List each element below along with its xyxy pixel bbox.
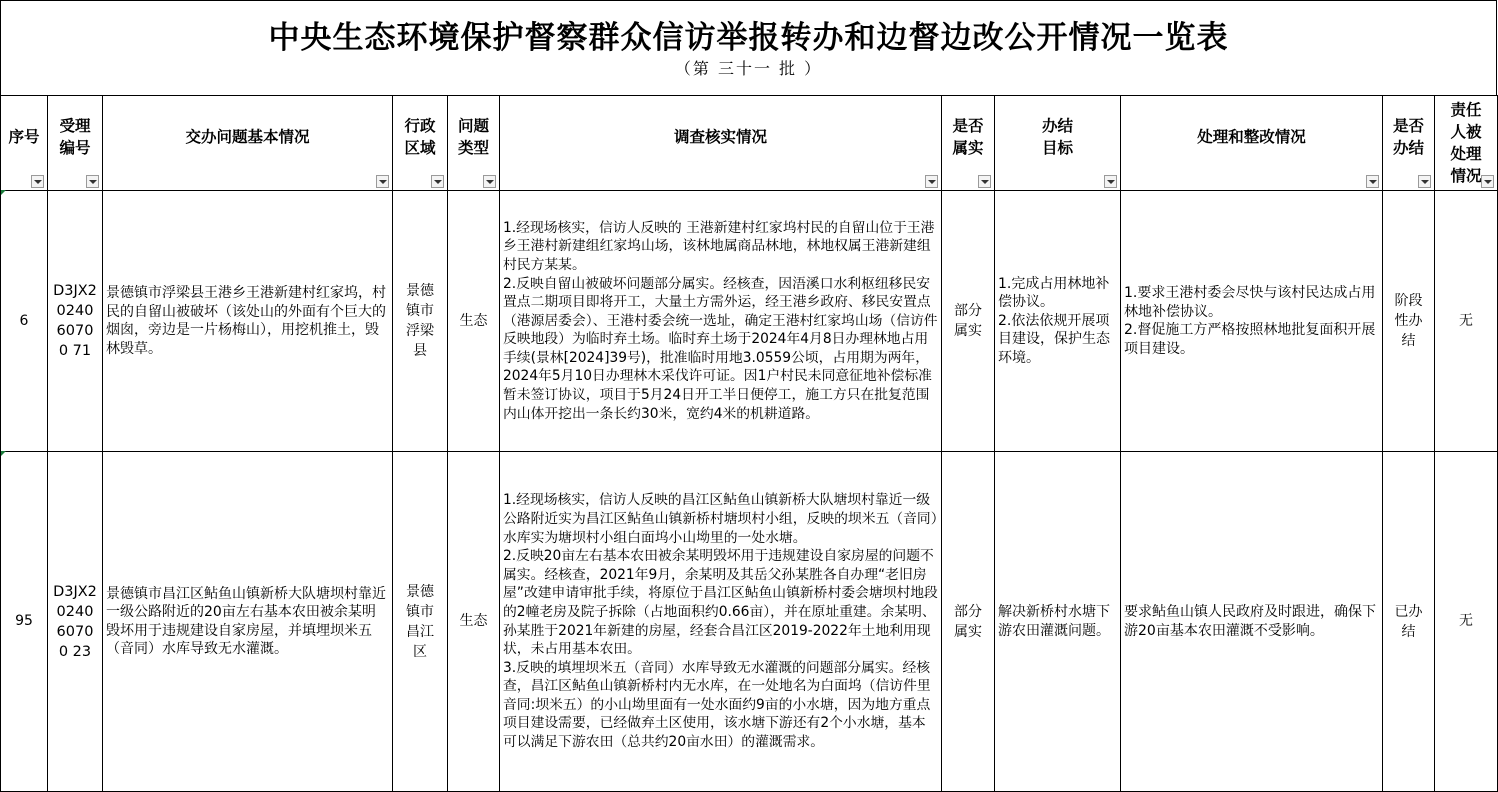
cell-region[interactable]: 景德镇市浮梁县 — [393, 191, 448, 452]
cell-accountability[interactable]: 无 — [1435, 452, 1498, 792]
cell-verified[interactable]: 部分属实 — [942, 191, 995, 452]
cell-target[interactable]: 解决新桥村水塘下游农田灌溉问题。 — [995, 452, 1121, 792]
table-row — [1, 452, 1498, 792]
cell-type[interactable]: 生态 — [448, 191, 500, 452]
header-closed: 是否办结 — [1383, 96, 1435, 191]
filter-dropdown-icon[interactable] — [376, 175, 389, 188]
cell-corner-marker — [1, 451, 6, 456]
cell-accountability[interactable]: 无 — [1435, 191, 1498, 452]
header-code: 受理编号 — [48, 96, 103, 191]
cell-target[interactable]: 1.完成占用林地补偿协议。 2.依法依规开展项目建设，保护生态环境。 — [995, 191, 1121, 452]
cell-investigation[interactable]: 1.经现场核实，信访人反映的 王港新建村红家坞村民的自留山位于王港乡王港村新建组红家坞山场，该林地属商品林地，林地权属王港新建组村民方某某。 2.反映自留山被破坏问题部分属实。经核查，因浯溪口水利枢纽移民安置点二期项目即将开工，大量土方需外运，经王港乡政府、移民安置点（港源居委会）、王港村委会统一选址，确定王港村红家坞山场（信访件反映地段）为临时弃土场。临时弃土场于2024年4月8日办理林地占用手续(景林[2024]39号)，批准临时用地3.0559公顷，占用期为两年，2024年5月10日办理林木采伐许可证。因1户村民未同意征地补偿标准暂未签订协议，项目于5月24日开工半日便停工，施工方只在批复范围内山体开挖出一条长约30米，宽约4米的机耕道路。 — [500, 191, 942, 452]
filter-dropdown-icon[interactable] — [925, 175, 938, 188]
header-row — [1, 96, 1498, 191]
page-title: 中央生态环境保护督察群众信访举报转办和边督边改公开情况一览表 — [268, 20, 1229, 56]
cell-seq[interactable]: 95 — [1, 452, 48, 792]
header-investigation: 调查核实情况 — [500, 96, 942, 191]
filter-dropdown-icon[interactable] — [1366, 175, 1379, 188]
data-table — [0, 95, 1498, 792]
cell-handling[interactable]: 1.要求王港村委会尽快与该村民达成占用林地补偿协议。 2.督促施工方严格按照林地批复面积开展项目建设。 — [1121, 191, 1383, 452]
header-accountability: 责任人被处理情况 — [1435, 96, 1498, 191]
cell-seq[interactable]: 6 — [1, 191, 48, 452]
cell-verified[interactable]: 部分属实 — [942, 452, 995, 792]
header-target: 办结目标 — [995, 96, 1121, 191]
cell-closed[interactable]: 阶段性办结 — [1383, 191, 1435, 452]
filter-dropdown-icon[interactable] — [1104, 175, 1117, 188]
table-row — [1, 191, 1498, 452]
page-subtitle: （第 三十一 批 ） — [674, 59, 823, 78]
header-type: 问题类型 — [448, 96, 500, 191]
cell-type[interactable]: 生态 — [448, 452, 500, 792]
header-issue: 交办问题基本情况 — [103, 96, 393, 191]
cell-corner-marker — [1, 190, 6, 195]
filter-dropdown-icon[interactable] — [978, 175, 991, 188]
cell-closed[interactable]: 已办结 — [1383, 452, 1435, 792]
filter-dropdown-icon[interactable] — [31, 175, 44, 188]
header-region: 行政区域 — [393, 96, 448, 191]
filter-dropdown-icon[interactable] — [86, 175, 99, 188]
header-seq: 序号 — [1, 96, 48, 191]
cell-handling[interactable]: 要求鲇鱼山镇人民政府及时跟进，确保下游20亩基本农田灌溉不受影响。 — [1121, 452, 1383, 792]
cell-issue[interactable]: 景德镇市昌江区鲇鱼山镇新桥大队塘坝村靠近一级公路附近的20亩左右基本农田被余某明毁坏用于违规建设自家房屋，并填埋坝米五（音同）水库导致无水灌溉。 — [103, 452, 393, 792]
cell-region[interactable]: 景德镇市昌江区 — [393, 452, 448, 792]
header-verified: 是否属实 — [942, 96, 995, 191]
filter-dropdown-icon[interactable] — [431, 175, 444, 188]
filter-dropdown-icon[interactable] — [1418, 175, 1431, 188]
filter-dropdown-icon[interactable] — [1481, 175, 1494, 188]
header-handling: 处理和整改情况 — [1121, 96, 1383, 191]
cell-issue[interactable]: 景德镇市浮梁县王港乡王港新建村红家坞，村民的自留山被破坏（该处山的外面有个巨大的烟囱，旁边是一片杨梅山），用挖机推土，毁林毁草。 — [103, 191, 393, 452]
filter-dropdown-icon[interactable] — [483, 175, 496, 188]
cell-code[interactable]: D3JX2024060700 71 — [48, 191, 103, 452]
cell-investigation[interactable]: 1.经现场核实，信访人反映的昌江区鲇鱼山镇新桥大队塘坝村靠近一级公路附近实为昌江区鲇鱼山镇新桥村塘坝村小组，反映的坝米五（音同）水库实为塘坝村小组白面坞小山坳里的一处水塘。 2.反映20亩左右基本农田被余某明毁坏用于违规建设自家房屋的问题不属实。经核查，2021年9月，余某明及其岳父孙某胜各自办理“老旧房屋”改建申请审批手续，将原位于昌江区鲇鱼山镇新桥村委会塘坝村地段的2幢老房及院子拆除（占地面积约0.66亩），并在原址重建。余某明、孙某胜于2021年新建的房屋，经套合昌江区2019-2022年土地利用现状，未占用基本农田。 3.反映的填埋坝米五（音同）水库导致无水灌溉的问题部分属实。经核查，昌江区鲇鱼山镇新桥村内无水库，在一处地名为白面坞（信访件里音同:坝米五）的小山坳里面有一处水面约9亩的小水塘，因为地方重点项目建设需要，已经做弃土区使用，该水塘下游还有2个小水塘，基本可以满足下游农田（总共约20亩水田）的灌溉需求。 — [500, 452, 942, 792]
title-area — [0, 0, 1497, 95]
cell-code[interactable]: D3JX2024060700 23 — [48, 452, 103, 792]
